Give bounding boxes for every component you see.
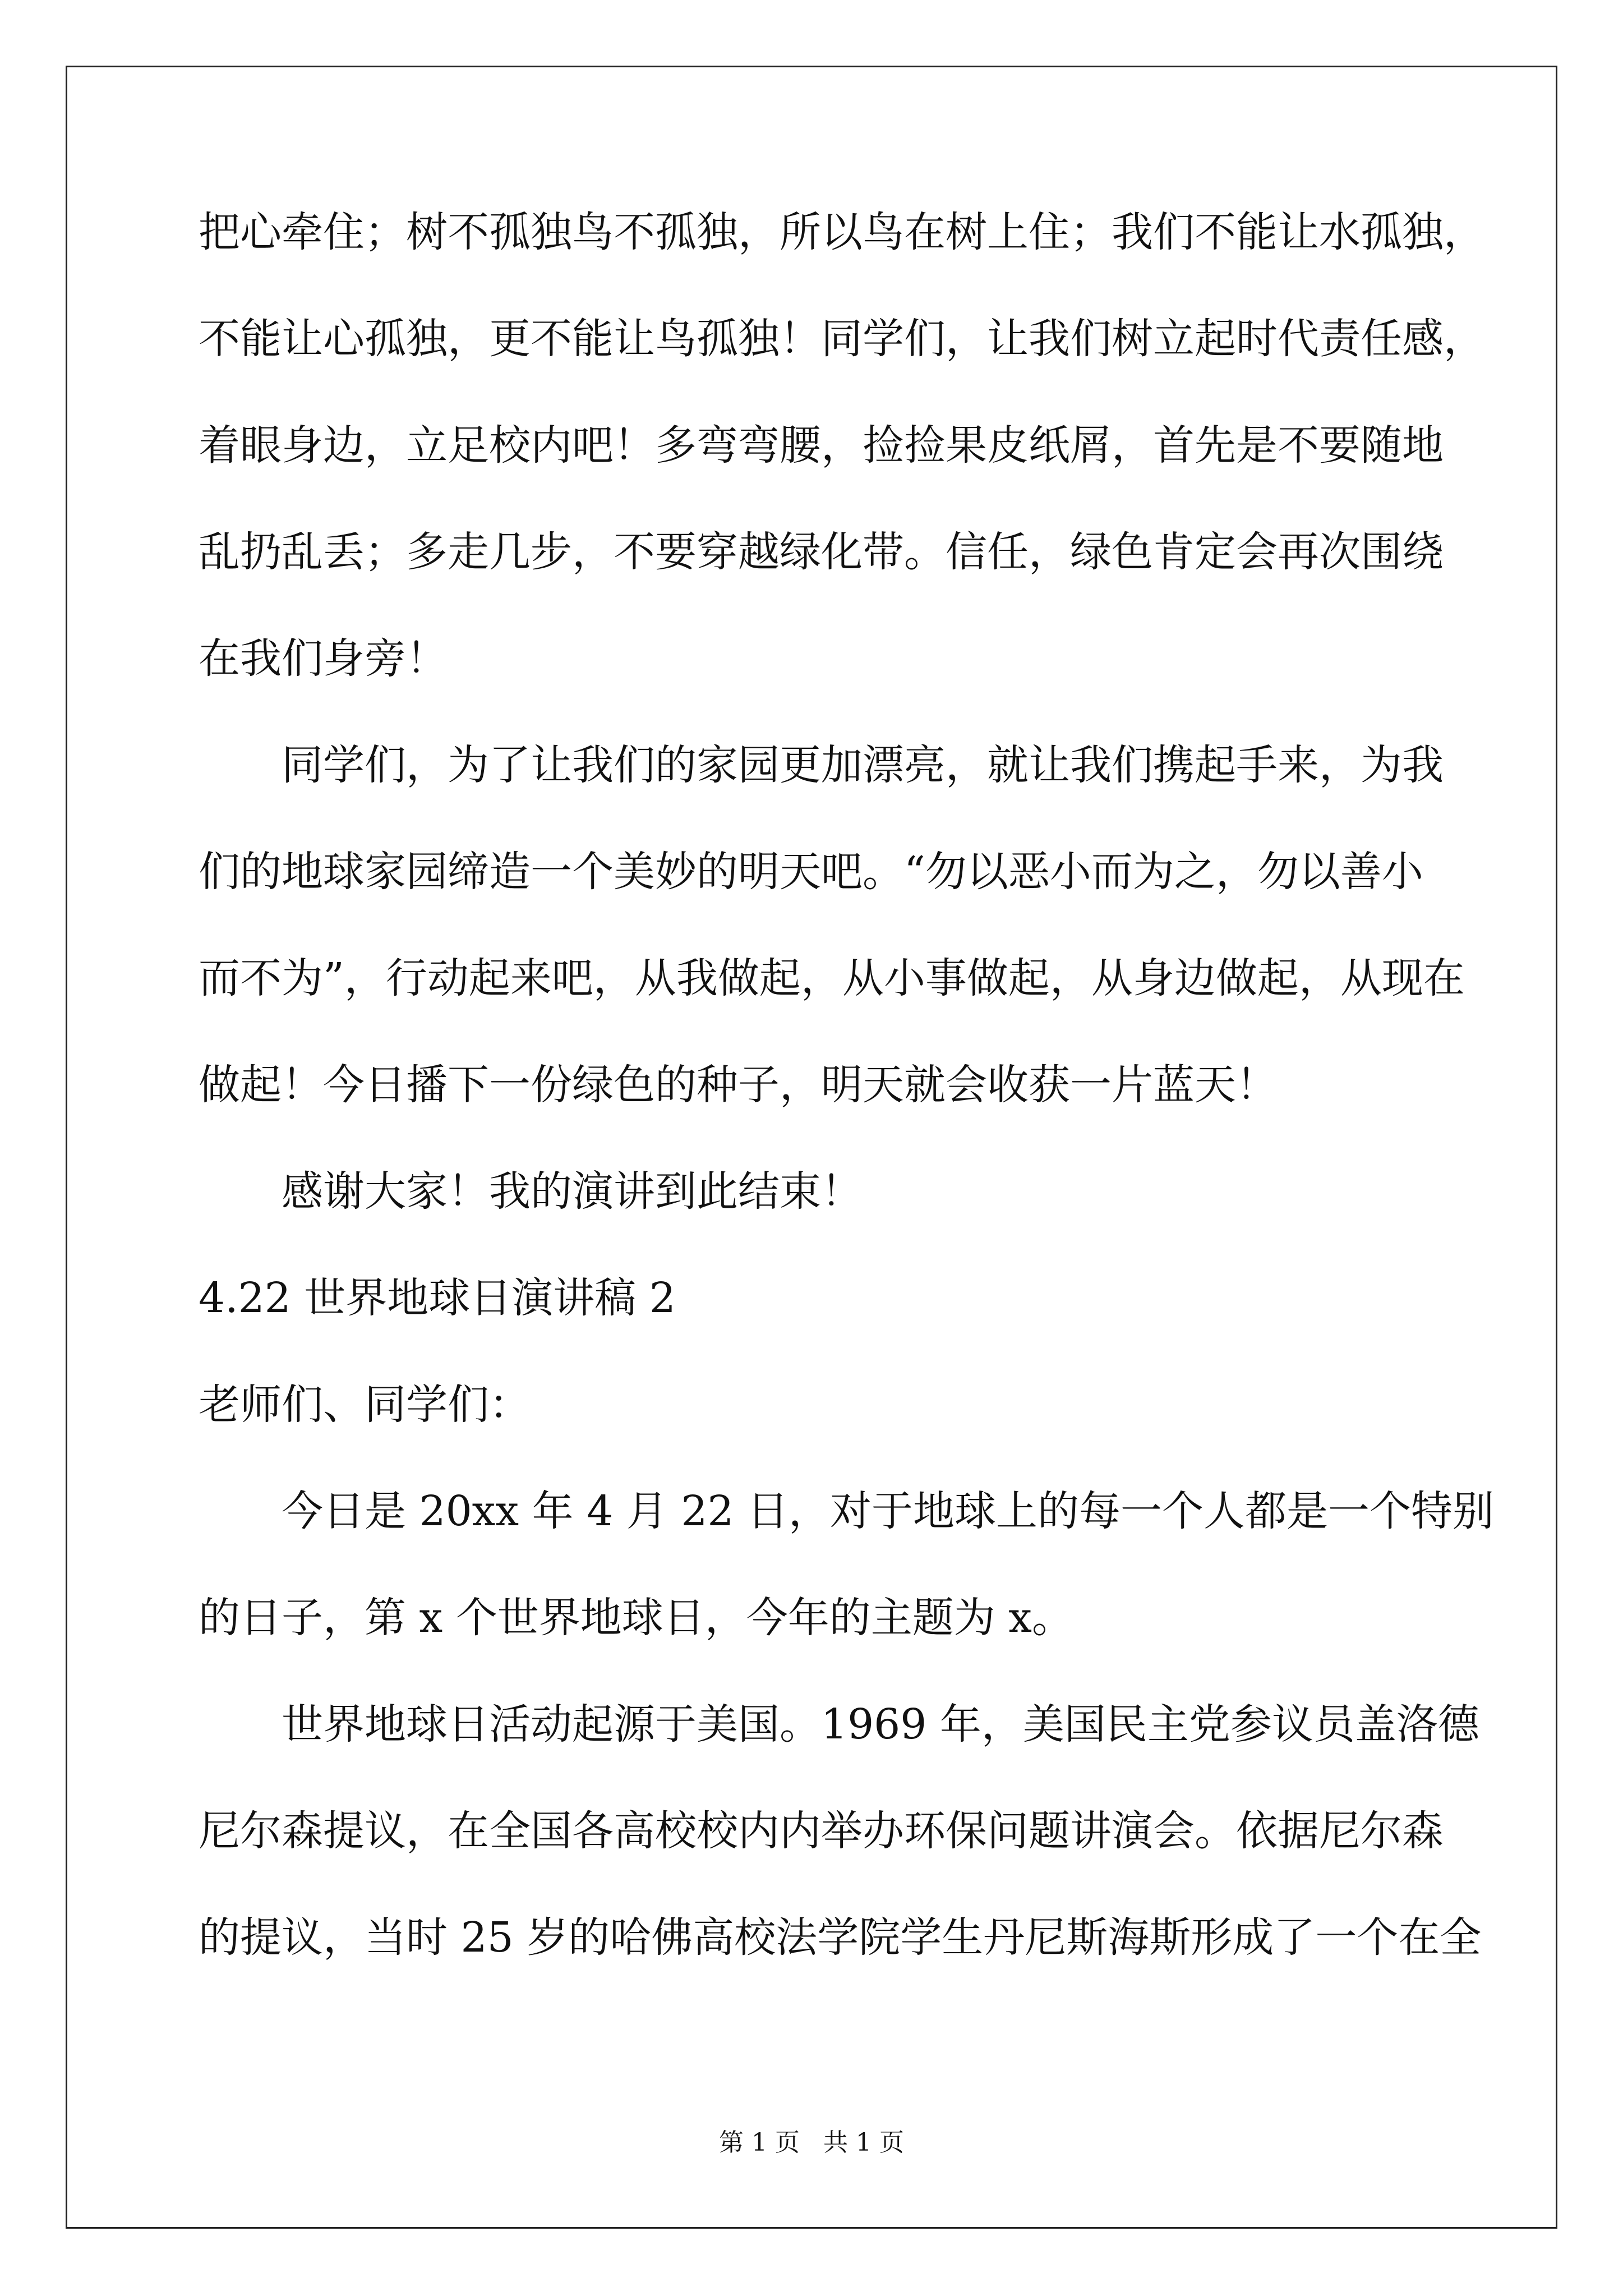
text-line: 不能让心孤独，更不能让鸟孤独！同学们，让我们树立起时代责任感， (199, 315, 1485, 363)
text-line: 做起！今日播下一份绿色的种子，明天就会收获一片蓝天！ (199, 1061, 1278, 1109)
text-line: 着眼身边，立足校内吧！多弯弯腰，捡捡果皮纸屑，首先是不要随地 (199, 421, 1444, 470)
salutation-line: 老师们、同学们： (199, 1381, 531, 1429)
text-line: 而不为”，行动起来吧，从我做起，从小事做起，从身边做起，从现在 (199, 954, 1465, 1002)
text-line: 们的地球家园缔造一个美妙的明天吧。“勿以恶小而为之，勿以善小 (199, 848, 1423, 896)
text-line: 的日子，第 x 个世界地球日，今年的主题为 x。 (199, 1594, 1074, 1642)
text-line: 乱扔乱丢；多走几步，不要穿越绿化带。信任，绿色肯定会再次围绕 (199, 528, 1444, 576)
paragraph-start-line: 同学们，为了让我们的家园更加漂亮，就让我们携起手来，为我 (282, 741, 1444, 789)
paragraph-start-line: 今日是 20xx 年 4 月 22 日，对于地球上的每一个人都是一个特别 (282, 1487, 1495, 1535)
text-line: 把心牵住；树不孤独鸟不孤独，所以鸟在树上住；我们不能让水孤独， (199, 208, 1485, 256)
page-border (66, 66, 1557, 2229)
section-heading: 4.22 世界地球日演讲稿 2 (199, 1274, 676, 1322)
paragraph-start-line: 世界地球日活动起源于美国。1969 年，美国民主党参议员盖洛德 (282, 1700, 1479, 1749)
text-line: 的提议，当时 25 岁的哈佛高校法学院学生丹尼斯海斯形成了一个在全 (199, 1913, 1482, 1962)
text-line: 尼尔森提议，在全国各高校校内内举办环保问题讲演会。依据尼尔森 (199, 1807, 1444, 1855)
paragraph-start-line: 感谢大家！我的演讲到此结束！ (282, 1167, 863, 1216)
page-footer: 第 1 页 共 1 页 (719, 2128, 904, 2157)
text-line: 在我们身旁！ (199, 634, 448, 683)
